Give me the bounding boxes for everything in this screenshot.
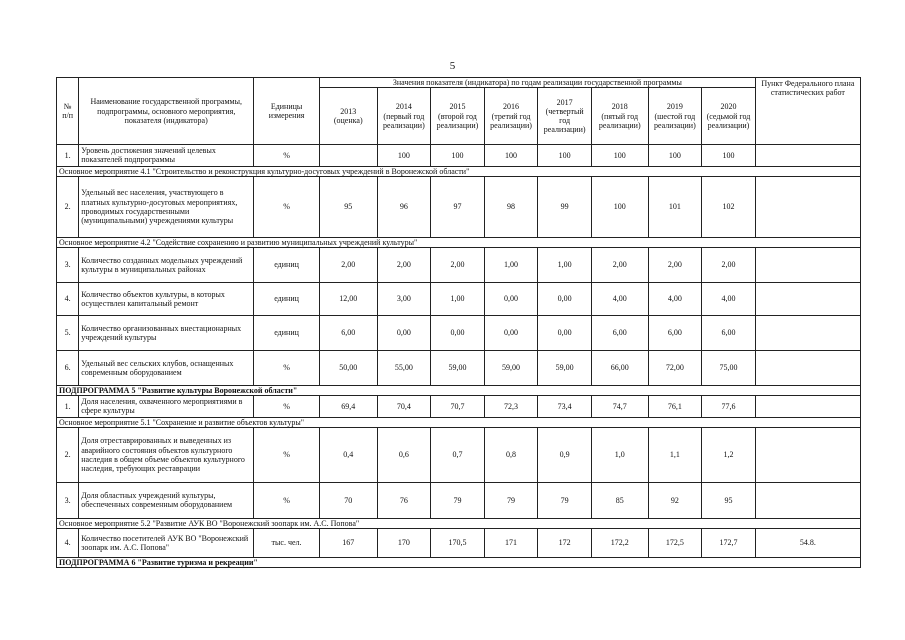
section-row xyxy=(57,166,861,176)
indicator-name: Удельный вес сельских клубов, оснащенных современным оборудованием xyxy=(79,350,254,385)
value-cell: 0,9 xyxy=(538,427,592,482)
table-row xyxy=(57,427,861,482)
value-cell: 4,00 xyxy=(648,282,702,315)
value-cell: 85 xyxy=(591,482,648,518)
header-year-label: 2014 xyxy=(395,102,412,112)
value-cell: 76 xyxy=(377,482,431,518)
value-cell: 2,00 xyxy=(377,247,431,282)
row-number: 5. xyxy=(57,315,79,350)
subprogram-row xyxy=(57,385,861,395)
unit-cell: единиц xyxy=(254,315,320,350)
value-cell: 2,00 xyxy=(702,247,756,282)
value-cell: 101 xyxy=(648,176,702,237)
fed-plan-cell xyxy=(755,247,860,282)
value-cell: 0,00 xyxy=(538,315,592,350)
header-year-label: 2020 xyxy=(720,102,737,112)
value-cell: 95 xyxy=(702,482,756,518)
fed-plan-cell xyxy=(755,176,860,237)
value-cell: 69,4 xyxy=(319,396,377,417)
value-cell: 70,4 xyxy=(377,396,431,417)
value-cell: 2,00 xyxy=(431,247,485,282)
fed-plan-cell xyxy=(755,482,860,518)
header-year-note: (оценка) xyxy=(333,116,363,126)
value-cell: 66,00 xyxy=(591,350,648,385)
value-cell: 102 xyxy=(702,176,756,237)
row-number: 3. xyxy=(57,247,79,282)
value-cell: 75,00 xyxy=(702,350,756,385)
table-row xyxy=(57,315,861,350)
unit-cell: тыс. чел. xyxy=(254,528,320,557)
value-cell: 99 xyxy=(538,176,592,237)
row-number: 2. xyxy=(57,176,79,237)
header-year-label: 2019 xyxy=(666,102,683,112)
unit-cell: % xyxy=(254,176,320,237)
indicator-name: Уровень достижения значений целевых показателей подпрограммы xyxy=(79,145,254,166)
value-cell: 70 xyxy=(319,482,377,518)
value-cell: 0,00 xyxy=(377,315,431,350)
value-cell xyxy=(319,145,377,166)
header-year-2018 xyxy=(591,88,648,145)
unit-cell: % xyxy=(254,396,320,417)
indicator-name: Количество созданных модельных учреждений культуры в муниципальных районах xyxy=(79,247,254,282)
fed-plan-cell xyxy=(755,315,860,350)
header-unit: Единицы измерения xyxy=(254,78,320,145)
value-cell: 167 xyxy=(319,528,377,557)
table-row xyxy=(57,247,861,282)
row-number: 6. xyxy=(57,350,79,385)
value-cell: 73,4 xyxy=(538,396,592,417)
value-cell: 172 xyxy=(538,528,592,557)
indicator-name: Доля населения, охваченного мероприятиями в сфере культуры xyxy=(79,396,254,417)
value-cell: 59,00 xyxy=(484,350,538,385)
value-cell: 76,1 xyxy=(648,396,702,417)
value-cell: 172,2 xyxy=(591,528,648,557)
header-year-note: (третий год реализации) xyxy=(490,111,532,130)
subprogram-row xyxy=(57,557,861,567)
value-cell: 79 xyxy=(484,482,538,518)
row-number: 3. xyxy=(57,482,79,518)
header-year-label: 2017 xyxy=(556,97,573,107)
value-cell: 100 xyxy=(484,145,538,166)
header-year-note: (шестой год реализации) xyxy=(653,111,696,130)
value-cell: 97 xyxy=(431,176,485,237)
header-year-2016 xyxy=(484,88,538,145)
value-cell: 0,00 xyxy=(484,282,538,315)
fed-plan-cell: 54.8. xyxy=(755,528,860,557)
value-cell: 6,00 xyxy=(319,315,377,350)
unit-cell: % xyxy=(254,482,320,518)
value-cell: 1,00 xyxy=(484,247,538,282)
value-cell: 79 xyxy=(431,482,485,518)
value-cell: 6,00 xyxy=(702,315,756,350)
header-year-label: 2018 xyxy=(611,102,628,112)
row-number: 4. xyxy=(57,528,79,557)
value-cell: 170 xyxy=(377,528,431,557)
indicator-name: Количество объектов культуры, в которых осуществлен капитальный ремонт xyxy=(79,282,254,315)
value-cell: 3,00 xyxy=(377,282,431,315)
value-cell: 100 xyxy=(648,145,702,166)
row-number: 4. xyxy=(57,282,79,315)
header-year-2015 xyxy=(431,88,485,145)
value-cell: 95 xyxy=(319,176,377,237)
section-title: Основное мероприятие 5.2 "Развитие АУК ВО "Воронежский зоопарк им. А.С. Попова" xyxy=(57,518,861,528)
value-cell: 4,00 xyxy=(591,282,648,315)
header-year-label: 2015 xyxy=(449,102,466,112)
value-cell: 170,5 xyxy=(431,528,485,557)
fed-plan-cell xyxy=(755,145,860,166)
table-row xyxy=(57,482,861,518)
value-cell: 100 xyxy=(591,145,648,166)
value-cell: 70,7 xyxy=(431,396,485,417)
row-number: 2. xyxy=(57,427,79,482)
value-cell: 92 xyxy=(648,482,702,518)
value-cell: 98 xyxy=(484,176,538,237)
value-cell: 100 xyxy=(377,145,431,166)
value-cell: 1,1 xyxy=(648,427,702,482)
value-cell: 171 xyxy=(484,528,538,557)
value-cell: 0,6 xyxy=(377,427,431,482)
header-year-label: 2016 xyxy=(503,102,520,112)
subprogram-title: ПОДПРОГРАММА 6 "Развитие туризма и рекреации" xyxy=(57,557,861,567)
value-cell: 2,00 xyxy=(591,247,648,282)
indicator-name: Количество посетителей АУК ВО "Воронежский зоопарк им. А.С. Попова" xyxy=(79,528,254,557)
value-cell: 55,00 xyxy=(377,350,431,385)
unit-cell: единиц xyxy=(254,247,320,282)
header-row-top xyxy=(57,78,861,88)
row-number: 1. xyxy=(57,145,79,166)
value-cell: 72,3 xyxy=(484,396,538,417)
section-title: Основное мероприятие 5.1 "Сохранение и развитие объектов культуры" xyxy=(57,417,861,427)
fed-plan-cell xyxy=(755,282,860,315)
value-cell: 59,00 xyxy=(431,350,485,385)
indicators-table xyxy=(56,77,861,568)
table-row xyxy=(57,396,861,417)
fed-plan-cell xyxy=(755,350,860,385)
header-year-note: (пятый год реализации) xyxy=(598,111,641,130)
fed-plan-cell xyxy=(755,396,860,417)
indicator-name: Доля отреставрированных и выведенных из аварийного состояния объектов культурного наследия в общем объеме объектов культурного наследия, требующих реставрации xyxy=(79,427,254,482)
table-row xyxy=(57,528,861,557)
header-no: № п/п xyxy=(57,78,79,145)
table-row xyxy=(57,282,861,315)
header-year-2019 xyxy=(648,88,702,145)
value-cell: 172,5 xyxy=(648,528,702,557)
header-fed-plan: Пункт Федерального плана статистических работ xyxy=(755,78,860,145)
value-cell: 172,7 xyxy=(702,528,756,557)
value-cell: 1,2 xyxy=(702,427,756,482)
indicator-name: Количество организованных внестационарных учреждений культуры xyxy=(79,315,254,350)
value-cell: 0,4 xyxy=(319,427,377,482)
value-cell: 1,00 xyxy=(538,247,592,282)
value-cell: 1,0 xyxy=(591,427,648,482)
indicator-name: Доля областных учреждений культуры, обеспеченных современным оборудованием xyxy=(79,482,254,518)
value-cell: 6,00 xyxy=(648,315,702,350)
value-cell: 100 xyxy=(702,145,756,166)
value-cell: 12,00 xyxy=(319,282,377,315)
header-year-note: (седьмой год реализации) xyxy=(706,111,751,130)
header-year-note: (второй год реализации) xyxy=(436,111,479,130)
value-cell: 100 xyxy=(591,176,648,237)
value-cell: 59,00 xyxy=(538,350,592,385)
unit-cell: % xyxy=(254,427,320,482)
value-cell: 77,6 xyxy=(702,396,756,417)
value-cell: 100 xyxy=(431,145,485,166)
value-cell: 74,7 xyxy=(591,396,648,417)
section-title: Основное мероприятие 4.2 "Содействие сохранению и развитию муниципальных учреждений культуры" xyxy=(57,237,861,247)
subprogram-title: ПОДПРОГРАММА 5 "Развитие культуры Воронежской области" xyxy=(57,385,861,395)
value-cell: 2,00 xyxy=(648,247,702,282)
value-cell: 0,00 xyxy=(538,282,592,315)
table-row xyxy=(57,176,861,237)
value-cell: 1,00 xyxy=(431,282,485,315)
value-cell: 4,00 xyxy=(702,282,756,315)
table-row xyxy=(57,145,861,166)
header-year-2020 xyxy=(702,88,756,145)
unit-cell: % xyxy=(254,145,320,166)
value-cell: 50,00 xyxy=(319,350,377,385)
value-cell: 6,00 xyxy=(591,315,648,350)
value-cell: 96 xyxy=(377,176,431,237)
fed-plan-cell xyxy=(755,427,860,482)
header-name: Наименование государственной программы, подпрограммы, основного мероприятия, показателя (индикатора) xyxy=(79,78,254,145)
header-year-2013 xyxy=(319,88,377,145)
value-cell: 72,00 xyxy=(648,350,702,385)
value-cell: 79 xyxy=(538,482,592,518)
value-cell: 0,7 xyxy=(431,427,485,482)
header-year-note: (четвертый год реализации) xyxy=(543,107,586,135)
header-year-2017 xyxy=(538,88,592,145)
value-cell: 100 xyxy=(538,145,592,166)
value-cell: 0,00 xyxy=(484,315,538,350)
section-row xyxy=(57,237,861,247)
row-number: 1. xyxy=(57,396,79,417)
value-cell: 0,8 xyxy=(484,427,538,482)
header-year-2014 xyxy=(377,88,431,145)
header-values-group: Значения показателя (индикатора) по годам реализации государственной программы xyxy=(319,78,755,88)
section-row xyxy=(57,417,861,427)
unit-cell: единиц xyxy=(254,282,320,315)
value-cell: 2,00 xyxy=(319,247,377,282)
header-year-label: 2013 xyxy=(340,107,357,116)
header-year-note: (первый год реализации) xyxy=(382,111,425,130)
indicator-name: Удельный вес населения, участвующего в платных культурно-досуговых мероприятиях, проводимых государственными (муниципальными) учреждениями культуры xyxy=(79,176,254,237)
unit-cell: % xyxy=(254,350,320,385)
value-cell: 0,00 xyxy=(431,315,485,350)
section-row xyxy=(57,518,861,528)
section-title: Основное мероприятие 4.1 "Строительство и реконструкция культурно-досуговых учреждений в Воронежской области" xyxy=(57,166,861,176)
page-number: 5 xyxy=(449,60,456,72)
table-row xyxy=(57,350,861,385)
